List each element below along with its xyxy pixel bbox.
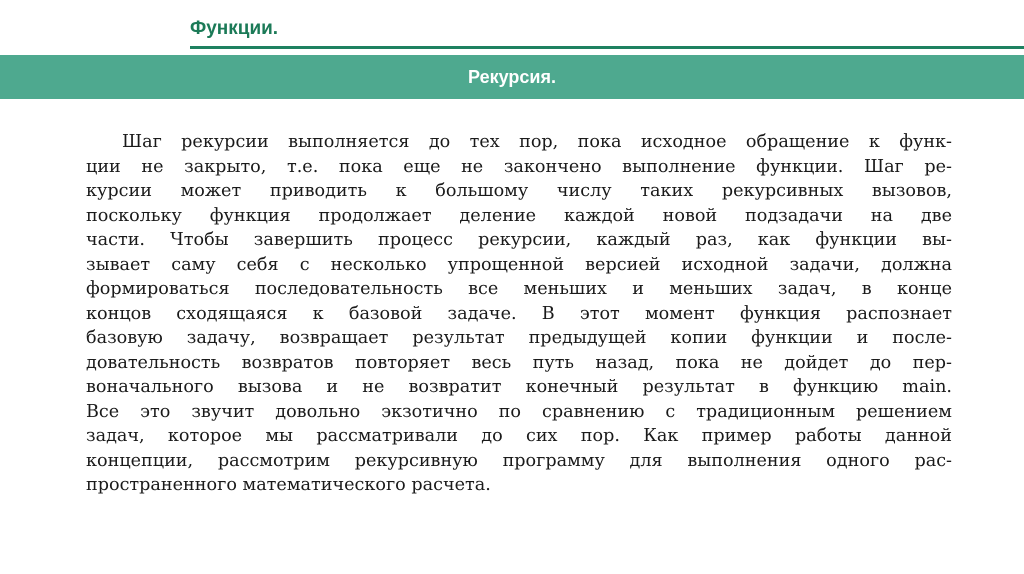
text-line: задач, которое мы рассматривали до сих пор. Как пример работы данной (86, 426, 952, 446)
text-line: концепции, рассмотрим рекурсивную программу для выполнения одного рас- (86, 450, 952, 471)
text-line: воначального вызова и не возвратит конечный результат в функцию main. (86, 377, 952, 397)
paragraph (86, 130, 952, 498)
section-banner (0, 55, 1024, 99)
text-line: части. Чтобы завершить процесс рекурсии, каждый раз, как функции вы- (86, 230, 952, 250)
text-line: довательность возвратов повторяет весь путь назад, пока не дойдет до пер- (86, 352, 952, 373)
text-line: формироваться последовательность все меньших и меньших задач, в конце (86, 279, 952, 299)
text-line: ции не закрыто, т.е. пока еще не закончено выполнение функции. Шаг ре- (86, 156, 952, 177)
section-title: Рекурсия. (468, 66, 556, 87)
text-line: зывает саму себя с несколько упрощенной версией исходной задачи, должна (86, 254, 952, 275)
text-line: поскольку функция продолжает деление каждой новой подзадачи на две (86, 205, 952, 226)
text-line: концов сходящаяся к базовой задаче. В этот момент функция распознает (86, 303, 952, 324)
text-line: Шаг рекурсии выполняется до тех пор, пока исходное обращение к функ- (122, 132, 952, 152)
text-line: Все это звучит довольно экзотично по сравнению с традиционным решением (86, 401, 952, 422)
title-divider (190, 46, 1024, 49)
text-line: базовую задачу, возвращает результат предыдущей копии функции и после- (86, 328, 952, 348)
text-line: курсии может приводить к большому числу таких рекурсивных вызовов, (86, 181, 952, 201)
page-title: Функции. (190, 18, 279, 39)
text-line: пространенного математического расчета. (86, 475, 491, 495)
